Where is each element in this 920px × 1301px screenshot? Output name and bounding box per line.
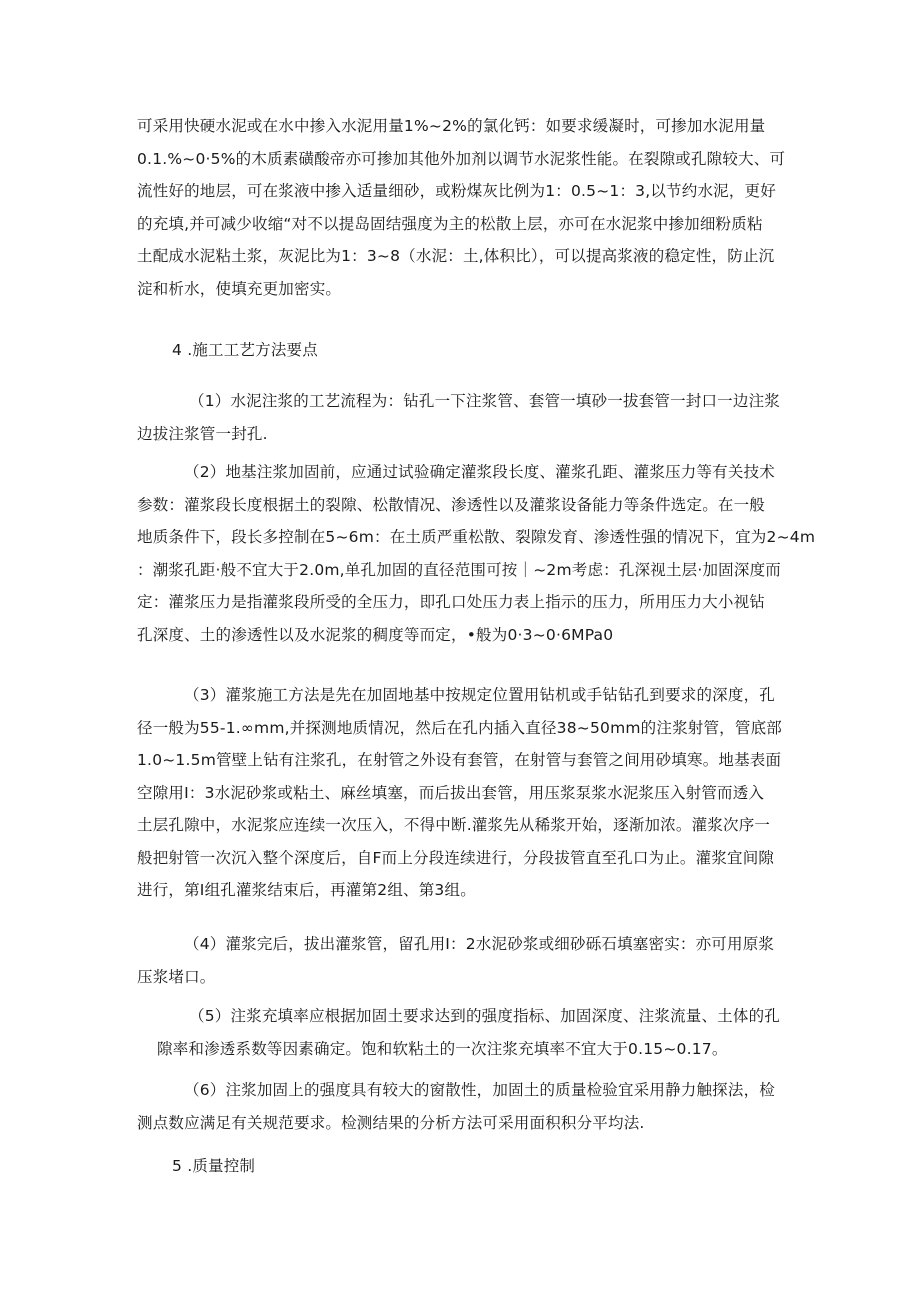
section-heading-4 [137, 334, 827, 367]
list-item-3 [137, 679, 827, 907]
text-line: 0.1.%~0·5%的木质素磺酸帝亦可掺加其他外加剂以调节水泥浆性能。在裂隙或孔隙较大、可 [137, 149, 786, 168]
text-line: 测点数应满足有关规范要求。检测结果的分析方法可采用面积积分平均法. [137, 1113, 645, 1132]
text-line: 淀和析水，使填充更加密实。 [137, 279, 342, 298]
text-line: 般把射管一次沉入整个深度后，自F而上分段连续进行，分段拔管直至孔口为止。灌浆宜间隙 [137, 848, 775, 867]
text-line: 地质条件下，段长多控制在5~6m：在土质严重松散、裂隙发育、渗透性强的情况下，宜为2~4m [137, 528, 816, 546]
section-heading-5 [137, 1150, 827, 1183]
text-line: （2）地基注浆加固前，应通过试验确定灌浆段长度、灌浆孔距、灌浆压力等有关技术 [184, 463, 775, 481]
text-line: 1.0~1.5m管壁上钻有注浆孔，在射管之外设有套管，在射管与套管之间用砂填寒。地基表面 [137, 751, 782, 769]
text-line: 边拔注浆管一封孔. [137, 424, 268, 443]
text-line: 径一般为55-1.∞mm,并探测地质情况，然后在孔内插入直径38~50mm的注浆射管，管底部 [137, 718, 782, 737]
text-line: 土层孔隙中，水泥浆应连续一次压入，不得中断.灌浆先从稀浆开始，逐渐加浓。灌浆次序一 [137, 816, 771, 834]
text-line: 参数：灌浆段长度根据土的裂隙、松散情况、渗透性以及灌浆设备能力等条件选定。在一般 [137, 495, 766, 514]
list-item-6 [137, 1074, 827, 1139]
text-line: 孔深度、土的渗透性以及水泥浆的稠度等而定，•般为0·3~0·6MPa0 [137, 625, 614, 644]
text-line: （5）注浆充填率应根据加固土要求达到的强度指标、加固深度、注浆流量、土体的孔 [189, 1007, 780, 1025]
heading-text: 4 .施工工艺方法要点 [172, 341, 318, 359]
text-line: 进行，第I组孔灌浆结束后，再灌第2组、第3组。 [137, 881, 476, 899]
text-line: 流性好的地层，可在浆液中掺入适量细砂，或粉煤灰比例为1：0.5~1：3,以节约水泥，更好 [137, 182, 776, 200]
list-item-5 [137, 1000, 827, 1065]
text-line: ：潮浆孔距·般不宜大于2.0m,单孔加固的直径范围可按｜~2m考虑：孔深视土层·加固深度而 [137, 560, 781, 579]
text-line: 土配成水泥粘土浆，灰泥比为1：3~8（水泥：土,体积比），可以提高浆液的稳定性，防止沉 [137, 247, 775, 265]
text-line: 定：灌浆压力是指灌浆段所受的全压力，即孔口处压力表上指示的压力，所用压力大小视钻 [137, 593, 766, 611]
text-line: （3）灌浆施工方法是先在加固地基中按规定位置用钻机或手钻钻孔到要求的深度，孔 [184, 686, 775, 704]
paragraph-cement-additives [137, 110, 827, 305]
text-line: 的充填,并可减少收缩“对不以提岛固结强度为主的松散上层，亦可在水泥浆中掺加细粉质粘 [137, 214, 763, 233]
list-item-2 [137, 456, 827, 651]
text-line: 可采用快硬水泥或在水中掺入水泥用量1%~2%的氯化钙：如要求缓凝时，可掺加水泥用量 [137, 117, 766, 135]
list-item-1 [137, 385, 827, 450]
heading-text: 5 .质量控制 [172, 1157, 256, 1175]
text-line: 压浆堵口。 [137, 967, 216, 986]
list-item-4 [137, 928, 827, 993]
text-line: （1）水泥注浆的工艺流程为：钻孔一下注浆管、套管一填砂一拔套管一封口一边注浆 [189, 392, 780, 410]
text-line: 空隙用I：3水泥砂浆或粘土、麻丝填塞，而后拔出套管，用压浆泵浆水泥浆压入射管而透入 [137, 783, 765, 802]
text-line: 隙率和渗透系数等因素确定。饱和软粘土的一次注浆充填率不宜大于0.15~0.17。 [157, 1039, 728, 1058]
text-line: （4）灌浆完后，拔出灌浆管，留孔用I：2水泥砂浆或细砂砾石填塞密实：亦可用原浆 [184, 935, 775, 953]
text-line: （6）注浆加固上的强度具有较大的窗散性，加固土的质量检验宜采用静力触探法，检 [184, 1081, 775, 1099]
